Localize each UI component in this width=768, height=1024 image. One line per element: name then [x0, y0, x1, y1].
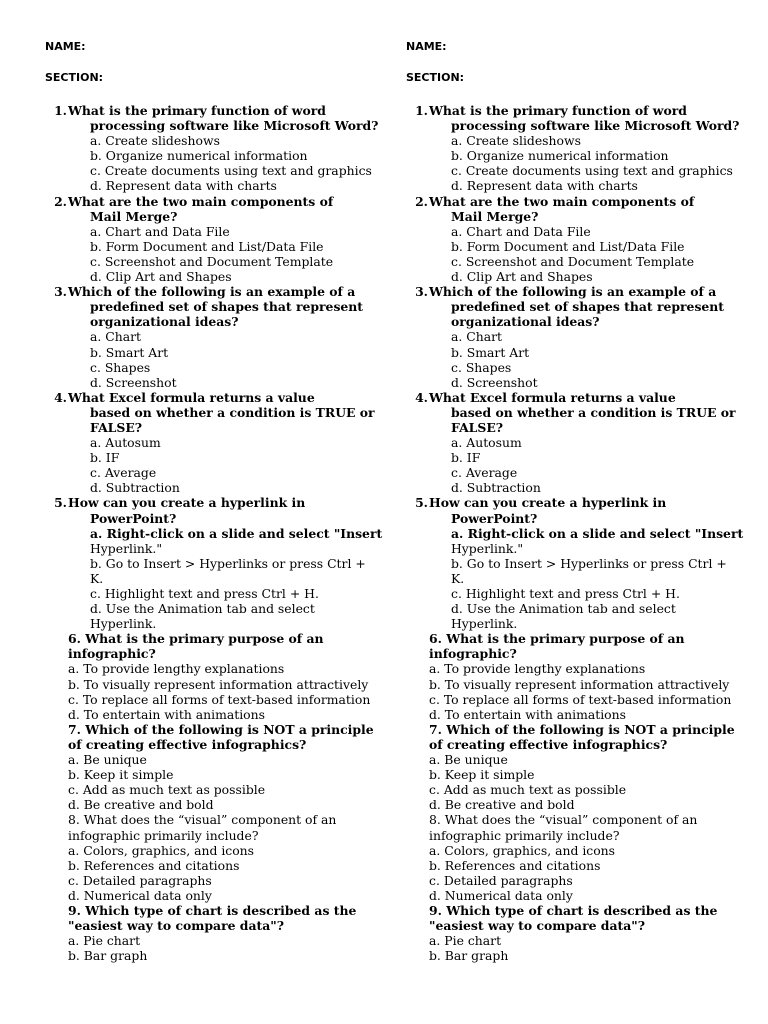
answer-option: a. Be unique	[68, 752, 147, 768]
question-text: What is the primary function of word	[429, 103, 687, 118]
answer-option: K.	[90, 570, 104, 586]
question-item	[0, 495, 383, 632]
answer-option: Hyperlink.	[90, 616, 157, 632]
answer-option: d. Be creative and bold	[429, 797, 575, 813]
answer-option: c. Highlight text and press Ctrl + H.	[451, 586, 680, 601]
question-text-line: 7. Which of the following is NOT a principle	[68, 721, 374, 737]
answer-option: d. Clip Art and Shapes	[90, 269, 232, 285]
question-text-line: organizational ideas?	[90, 314, 239, 330]
answer-option: c. Add as much text as possible	[68, 782, 266, 798]
answer-option: a. To provide lengthy explanations	[68, 661, 285, 677]
question-number: 4.	[54, 389, 67, 405]
question-item	[361, 631, 732, 722]
answer-option: b. To visually represent information attractively	[429, 676, 730, 692]
question-text-line: processing software like Microsoft Word?	[90, 118, 379, 134]
question-text-line: of creating effective infographics?	[429, 736, 668, 752]
name-label: NAME:	[406, 40, 447, 53]
question-number: 2.	[415, 193, 428, 209]
answer-option: d. Use the Animation tab and select	[451, 601, 676, 617]
answer-option: c. Shapes	[90, 359, 151, 375]
question-list	[0, 103, 383, 964]
answer-option: b. References and citations	[429, 857, 601, 873]
answer-option: c. Create documents using text and graphics	[451, 163, 733, 179]
answer-option: d. Numerical data only	[68, 887, 212, 903]
question-text-line: "easiest way to compare data"?	[68, 918, 284, 934]
answer-option: b. Bar graph	[68, 948, 148, 964]
answer-option: d. Represent data with charts	[90, 178, 277, 194]
answer-option: b. Go to Insert > Hyperlinks or press Ctrl +	[451, 555, 727, 571]
question-text-line	[0, 390, 340, 405]
question-text-line: 8. What does the “visual” component of an	[68, 812, 337, 828]
answer-option: c. Add as much text as possible	[429, 782, 627, 798]
question-item	[0, 389, 375, 496]
answer-option: b. Form Document and List/Data File	[451, 238, 685, 254]
answer-option: d. Screenshot	[90, 374, 177, 390]
question-text-line: Mail Merge?	[90, 208, 178, 224]
answer-option: d. Represent data with charts	[451, 178, 638, 194]
question-text-line: processing software like Microsoft Word?	[451, 118, 740, 134]
question-item	[0, 194, 340, 285]
answer-option: Hyperlink."	[451, 540, 524, 556]
question-text-line: based on whether a condition is TRUE or	[90, 404, 375, 420]
answer-option: d. To entertain with animations	[68, 706, 265, 722]
answer-option: b. Smart Art	[90, 344, 169, 360]
answer-option: c. Shapes	[451, 359, 512, 375]
answer-option: a. Chart and Data File	[90, 223, 230, 239]
question-text: How can you create a hyperlink in	[429, 495, 667, 511]
question-text-line: infographic?	[429, 646, 517, 662]
question-text-line: "easiest way to compare data"?	[429, 918, 645, 934]
question-item	[361, 812, 701, 903]
question-text-line: FALSE?	[451, 419, 504, 435]
question-text-line	[361, 103, 701, 118]
answer-option: b. Organize numerical information	[451, 148, 669, 164]
answer-option: c. Create documents using text and graphics	[90, 163, 372, 179]
section-label: SECTION:	[45, 71, 104, 84]
answer-option: d. Subtraction	[90, 480, 180, 496]
answer-option: a. Pie chart	[429, 933, 502, 949]
answer-option: c. Detailed paragraphs	[429, 872, 573, 888]
answer-option: a. Create slideshows	[451, 133, 581, 149]
question-text-line: predefined set of shapes that represent	[90, 299, 364, 315]
question-text-line: Mail Merge?	[451, 208, 539, 224]
section-label: SECTION:	[406, 71, 465, 84]
answer-option: d. To entertain with animations	[429, 706, 626, 722]
question-item	[361, 194, 701, 285]
answer-option: d. Subtraction	[451, 480, 541, 496]
question-text-line: infographic?	[68, 646, 156, 662]
answer-option: b. Go to Insert > Hyperlinks or press Ctrl +	[90, 555, 366, 571]
question-text-line: 8. What does the “visual” component of an	[429, 812, 698, 828]
question-text-line: of creating effective infographics?	[68, 736, 307, 752]
answer-option: b. Bar graph	[429, 948, 509, 964]
question-text-line	[361, 495, 701, 510]
answer-option: b. Smart Art	[451, 344, 530, 360]
question-text: What is the primary function of word	[68, 103, 326, 118]
question-item	[0, 902, 357, 964]
answer-option: d. Clip Art and Shapes	[451, 269, 593, 285]
answer-option: a. Chart and Data File	[451, 223, 591, 239]
question-text-line: 6. What is the primary purpose of an	[429, 631, 685, 647]
answer-option: a. Create slideshows	[90, 133, 220, 149]
question-text-line: infographic primarily include?	[429, 827, 620, 843]
answer-option: b. IF	[451, 450, 481, 466]
question-text: Which of the following is an example of a	[429, 284, 717, 300]
answer-option: d. Use the Animation tab and select	[90, 601, 315, 617]
question-text: What Excel formula returns a value	[429, 389, 676, 405]
question-text-line	[361, 284, 717, 300]
question-text-line	[0, 194, 340, 209]
question-item	[0, 103, 379, 194]
question-item	[361, 284, 725, 390]
question-item	[0, 284, 364, 390]
question-text-line	[361, 390, 701, 405]
question-number: 3.	[415, 284, 428, 300]
question-text: What are the two main components of	[429, 193, 695, 209]
answer-option: Hyperlink."	[90, 540, 163, 556]
question-text-line: 6. What is the primary purpose of an	[68, 631, 324, 647]
answer-option: c. Highlight text and press Ctrl + H.	[90, 586, 319, 601]
answer-option: c. To replace all forms of text-based information	[68, 691, 371, 707]
answer-option: a. Colors, graphics, and icons	[429, 842, 616, 858]
question-text-line: PowerPoint?	[451, 510, 538, 526]
question-text-line: 9. Which type of chart is described as the	[429, 902, 718, 918]
answer-option: d. Numerical data only	[429, 887, 573, 903]
question-item	[0, 631, 371, 722]
question-number: 1.	[54, 103, 67, 118]
question-item	[361, 902, 718, 964]
answer-option: d. Screenshot	[451, 374, 538, 390]
question-number: 3.	[54, 284, 67, 300]
answer-option: c. To replace all forms of text-based information	[429, 691, 732, 707]
question-text-line: predefined set of shapes that represent	[451, 299, 725, 315]
question-item	[0, 721, 374, 813]
question-text-line	[0, 284, 356, 300]
question-number: 5.	[54, 495, 67, 511]
question-text: How can you create a hyperlink in	[68, 495, 306, 511]
question-text-line: PowerPoint?	[90, 510, 177, 526]
answer-option: b. Keep it simple	[68, 767, 174, 783]
answer-option: c. Screenshot and Document Template	[451, 253, 695, 269]
question-item	[0, 812, 340, 903]
answer-option: Hyperlink.	[451, 616, 518, 632]
answer-option: c. Average	[90, 465, 157, 481]
question-text: What are the two main components of	[68, 193, 334, 209]
question-item	[361, 103, 740, 194]
answer-option: b. To visually represent information attractively	[68, 676, 369, 692]
question-text-line	[0, 495, 340, 510]
name-label: NAME:	[45, 40, 86, 53]
answer-option: a. Chart	[451, 329, 503, 345]
answer-option: c. Average	[451, 465, 518, 481]
answer-option: a. Autosum	[90, 435, 161, 451]
answer-option: d. Be creative and bold	[68, 797, 214, 813]
question-list	[361, 103, 744, 964]
question-item	[361, 389, 736, 496]
question-text-line	[361, 194, 701, 209]
answer-option: c. Detailed paragraphs	[68, 872, 212, 888]
question-number: 4.	[415, 389, 428, 405]
answer-option: a. Autosum	[451, 435, 522, 451]
answer-option: a. Chart	[90, 329, 142, 345]
answer-option: b. Form Document and List/Data File	[90, 238, 324, 254]
answer-option: a. Pie chart	[68, 933, 141, 949]
answer-option: a. Right-click on a slide and select "Insert	[90, 525, 383, 541]
question-text: Which of the following is an example of a	[68, 284, 356, 300]
answer-option: b. References and citations	[68, 857, 240, 873]
answer-option: b. Keep it simple	[429, 767, 535, 783]
question-text-line: based on whether a condition is TRUE or	[451, 404, 736, 420]
question-number: 2.	[54, 193, 67, 209]
question-text-line: infographic primarily include?	[68, 827, 259, 843]
question-text: What Excel formula returns a value	[68, 389, 315, 405]
answer-option: a. Right-click on a slide and select "Insert	[451, 525, 744, 541]
answer-option: a. Colors, graphics, and icons	[68, 842, 255, 858]
question-text-line: FALSE?	[90, 419, 143, 435]
question-text-line: organizational ideas?	[451, 314, 600, 330]
question-text-line: 9. Which type of chart is described as the	[68, 902, 357, 918]
question-number: 1.	[415, 103, 428, 118]
answer-option: b. Organize numerical information	[90, 148, 308, 164]
question-text-line: 7. Which of the following is NOT a principle	[429, 721, 735, 737]
answer-option: a. Be unique	[429, 752, 508, 768]
question-item	[361, 495, 744, 632]
answer-option: a. To provide lengthy explanations	[429, 661, 646, 677]
answer-option: K.	[451, 570, 465, 586]
answer-option: c. Screenshot and Document Template	[90, 253, 334, 269]
question-number: 5.	[415, 495, 428, 511]
answer-option: b. IF	[90, 450, 120, 466]
question-text-line	[0, 103, 340, 118]
question-item	[361, 721, 735, 813]
